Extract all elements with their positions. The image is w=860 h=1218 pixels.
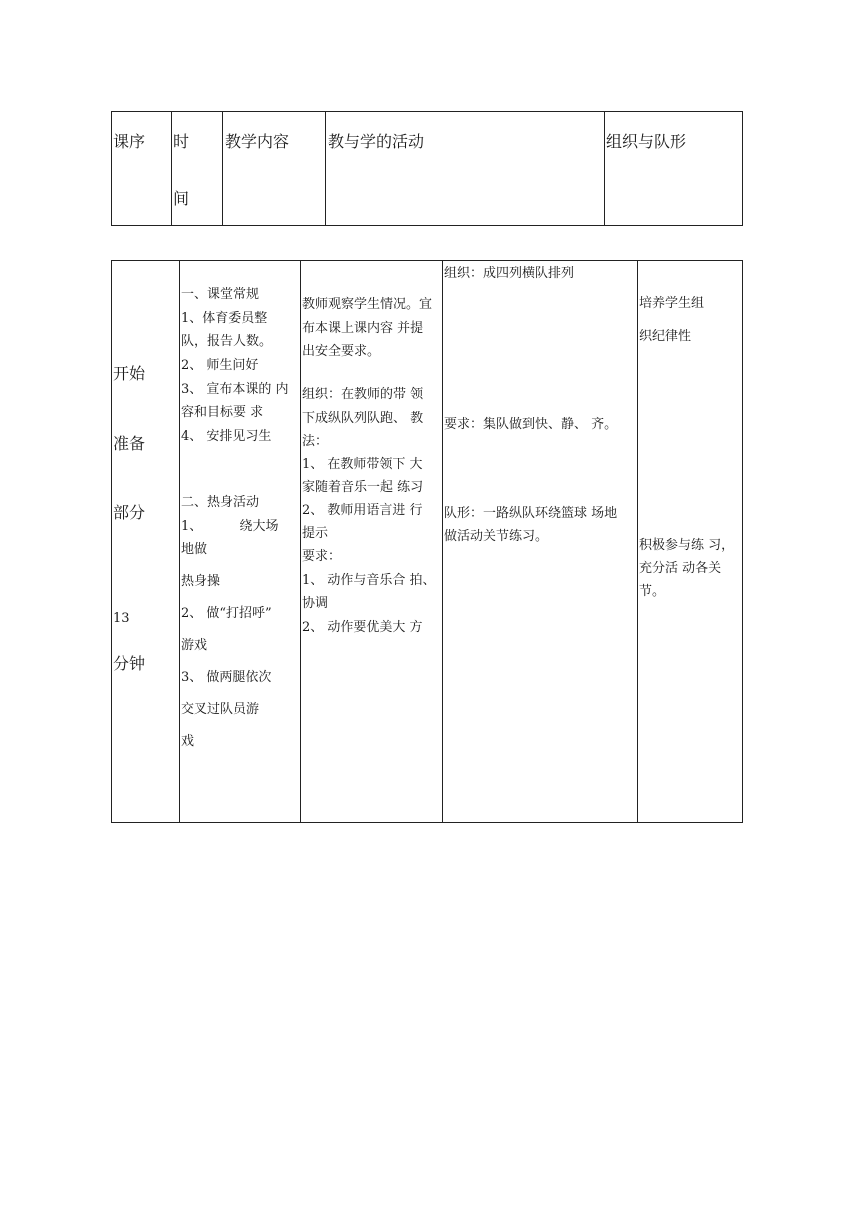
activity-line: 组织：在教师的带 领 <box>302 387 424 402</box>
body-border-left <box>111 260 112 823</box>
content-line: 热身操 <box>181 574 221 589</box>
activity-line: 协调 <box>302 596 329 611</box>
header-time-line1: 时 <box>173 132 190 151</box>
content-line: 戏 <box>181 734 195 749</box>
organization-line: 做活动关节练习。 <box>444 529 549 544</box>
activity-line: 提示 <box>302 526 329 541</box>
content-line: 4、 安排见习生 <box>181 429 272 444</box>
goal-line: 积极参与练 习， <box>639 538 735 553</box>
activity-line: 下成纵队列队跑、 教 <box>302 411 424 426</box>
header-organization: 组织与队形 <box>606 132 687 151</box>
activity-line: 2、 教师用语言进 行 <box>302 503 423 518</box>
header-time-line2: 间 <box>173 189 190 208</box>
body-divider-2 <box>300 260 301 823</box>
organization-line: 要求：集队做到快、静、 齐。 <box>444 417 618 432</box>
header-teaching-content: 教学内容 <box>225 132 290 151</box>
header-divider-3 <box>325 111 326 226</box>
content-line: 1、 绕大场 <box>181 519 279 534</box>
part-label-start: 开始 <box>113 364 146 383</box>
activity-line: 法： <box>302 434 329 449</box>
duration-number: 13 <box>113 611 130 626</box>
content-line: 3、 宣布本课的 内 <box>181 382 289 397</box>
activity-line: 出安全要求。 <box>302 344 381 359</box>
header-border-bottom <box>111 225 743 226</box>
activity-line: 教师观察学生情况。宜 <box>302 297 433 312</box>
goal-line: 织纪律性 <box>639 329 692 344</box>
content-line: 2、 师生问好 <box>181 358 259 373</box>
activity-line: 2、 动作要优美大 方 <box>302 620 423 635</box>
header-border-left <box>111 111 112 226</box>
header-activities: 教与学的活动 <box>328 132 425 151</box>
content-line: 地做 <box>181 542 208 557</box>
body-divider-3 <box>442 260 443 823</box>
content-line: 容和目标要 求 <box>181 405 264 420</box>
activity-line: 1、 动作与音乐合 拍、 <box>302 573 436 588</box>
goal-line: 培养学生组 <box>639 296 705 311</box>
header-border-top <box>111 111 743 112</box>
organization-line: 队形：一路纵队环绕篮球 场地 <box>444 506 618 521</box>
header-border-right <box>742 111 743 226</box>
content-line: 队，报告人数。 <box>181 334 273 349</box>
header-divider-1 <box>171 111 172 226</box>
content-line: 1、体育委员整 <box>181 311 268 326</box>
body-border-bottom <box>111 822 743 823</box>
content-line: 2、 做“打招呼” <box>181 606 272 621</box>
content-line: 一、课堂常规 <box>181 287 260 302</box>
content-line: 游戏 <box>181 638 208 653</box>
body-border-top <box>111 260 743 261</box>
part-label-section: 部分 <box>113 503 146 522</box>
goal-line: 充分活 动各关 <box>639 561 722 576</box>
body-border-right <box>742 260 743 823</box>
activity-line: 1、 在教师带领下 大 <box>302 457 423 472</box>
header-divider-2 <box>222 111 223 226</box>
duration-unit: 分钟 <box>113 654 146 673</box>
content-line: 3、 做两腿依次 <box>181 670 272 685</box>
organization-line: 组织：成四列横队排列 <box>444 266 575 281</box>
content-line: 交叉过队员游 <box>181 702 260 717</box>
activity-line: 布本课上课内容 并提 <box>302 321 424 336</box>
body-divider-4 <box>637 260 638 823</box>
header-lesson-order: 课序 <box>113 132 146 151</box>
goal-line: 节。 <box>639 584 666 599</box>
content-line: 二、热身活动 <box>181 495 260 510</box>
body-divider-1 <box>179 260 180 823</box>
header-divider-4 <box>604 111 605 226</box>
part-label-prepare: 准备 <box>113 434 146 453</box>
activity-line: 要求： <box>302 549 342 564</box>
activity-line: 家随着音乐一起 练习 <box>302 480 424 495</box>
